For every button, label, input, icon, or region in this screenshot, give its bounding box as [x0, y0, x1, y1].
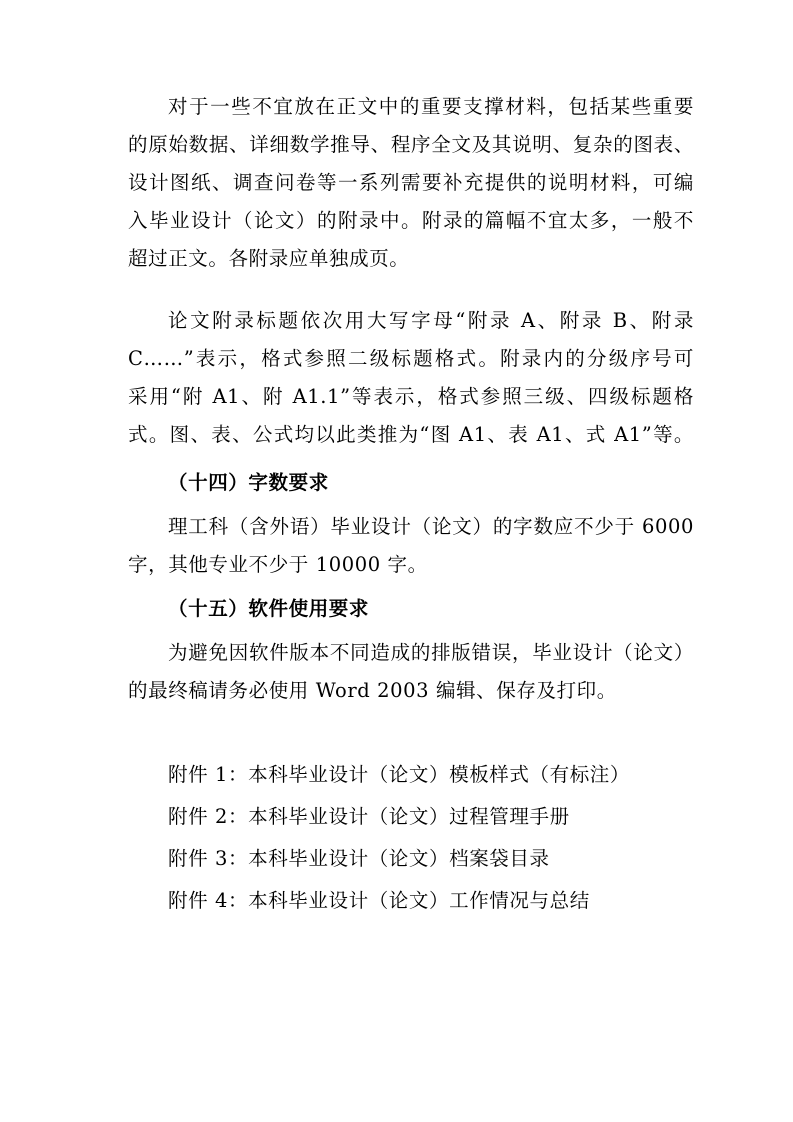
attachment-item-2: 附件 2：本科毕业设计（论文）过程管理手册	[168, 805, 570, 828]
appendix-titles-line: C……”表示，格式参照二级标题格式。附录内的分级序号可	[128, 347, 694, 370]
attachment-item-1: 附件 1：本科毕业设计（论文）模板样式（有标注）	[168, 763, 631, 786]
word-count-line: 字，其他专业不少于 10000 字。	[128, 553, 428, 576]
software-line: 的最终稿请务必使用 Word 2003 编辑、保存及打印。	[128, 679, 617, 702]
word-count-line: 理工科（含外语）毕业设计（论文）的字数应不少于 6000	[168, 515, 694, 538]
attachment-item-4: 附件 4：本科毕业设计（论文）工作情况与总结	[168, 889, 590, 912]
appendix-titles-line: 采用“附 A1、附 A1.1”等表示，格式参照三级、四级标题格	[128, 385, 694, 408]
appendix-paragraph-line: 的原始数据、详细数学推导、程序全文及其说明、复杂的图表、	[128, 133, 694, 156]
appendix-paragraph-line: 入毕业设计（论文）的附录中。附录的篇幅不宜太多，一般不	[128, 209, 694, 232]
appendix-paragraph-line: 对于一些不宜放在正文中的重要支撑材料，包括某些重要	[168, 95, 694, 118]
appendix-paragraph-line: 设计图纸、调查问卷等一系列需要补充提供的说明材料，可编	[128, 171, 694, 194]
appendix-titles-line: 式。图、表、公式均以此类推为“图 A1、表 A1、式 A1”等。	[128, 423, 694, 446]
attachment-item-3: 附件 3：本科毕业设计（论文）档案袋目录	[168, 847, 550, 870]
software-line: 为避免因软件版本不同造成的排版错误，毕业设计（论文）	[168, 641, 694, 664]
appendix-paragraph-line: 超过正文。各附录应单独成页。	[128, 247, 410, 270]
appendix-titles-line: 论文附录标题依次用大写字母“附录 A、附录 B、附录	[168, 309, 694, 332]
software-heading: （十五）软件使用要求	[168, 597, 370, 620]
word-count-heading: （十四）字数要求	[168, 471, 329, 494]
